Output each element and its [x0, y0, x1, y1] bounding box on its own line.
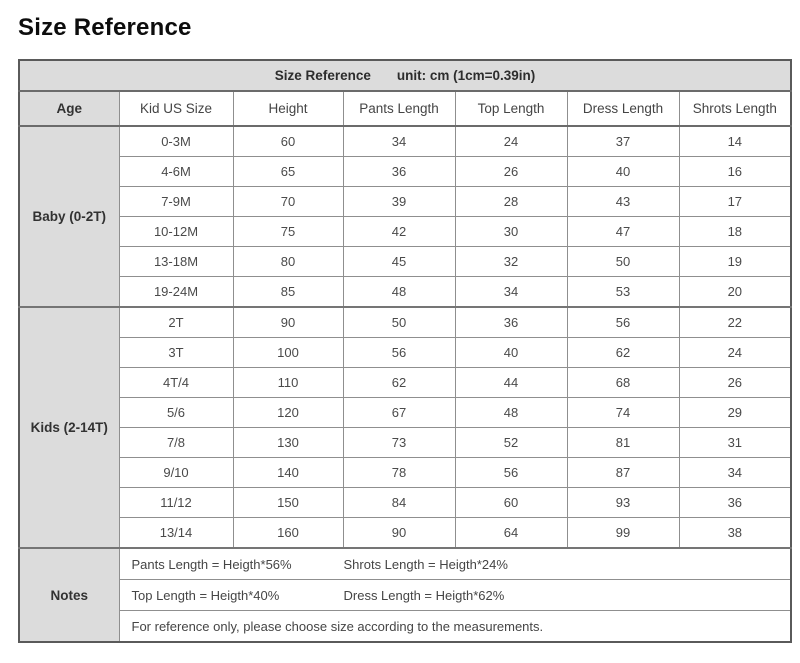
data-cell: 44	[455, 368, 567, 398]
data-cell: 160	[233, 518, 343, 549]
data-cell: 60	[233, 126, 343, 157]
data-cell: 47	[567, 217, 679, 247]
note-pants-formula: Pants Length = Heigth*56%	[131, 556, 292, 572]
size-cell: 9/10	[119, 458, 233, 488]
data-cell: 32	[455, 247, 567, 277]
table-banner-cell	[19, 60, 791, 91]
table-row	[19, 428, 791, 458]
age-group-kids: Kids (2-14T)	[19, 307, 119, 548]
data-cell: 14	[679, 126, 791, 157]
table-row	[19, 368, 791, 398]
column-header-age: Age	[19, 91, 119, 126]
table-row	[19, 217, 791, 247]
banner-unit: unit: cm (1cm=0.39in)	[396, 68, 536, 83]
data-cell: 70	[233, 187, 343, 217]
column-header-pants-length: Pants Length	[343, 91, 455, 126]
data-cell: 60	[455, 488, 567, 518]
data-cell: 34	[343, 126, 455, 157]
table-row	[19, 157, 791, 187]
notes-row	[19, 611, 791, 643]
data-cell: 120	[233, 398, 343, 428]
size-cell: 7-9M	[119, 187, 233, 217]
note-line-2	[119, 580, 791, 611]
table-row	[19, 307, 791, 338]
notes-label: Notes	[19, 548, 119, 642]
data-cell: 90	[233, 307, 343, 338]
age-group-baby: Baby (0-2T)	[19, 126, 119, 307]
note-top-formula: Top Length = Heigth*40%	[131, 587, 280, 603]
data-cell: 34	[679, 458, 791, 488]
data-cell: 37	[567, 126, 679, 157]
data-cell: 34	[455, 277, 567, 308]
data-cell: 67	[343, 398, 455, 428]
data-cell: 42	[343, 217, 455, 247]
table-row	[19, 187, 791, 217]
table-banner-row	[19, 60, 791, 91]
data-cell: 22	[679, 307, 791, 338]
data-cell: 130	[233, 428, 343, 458]
data-cell: 68	[567, 368, 679, 398]
notes-row	[19, 580, 791, 611]
size-cell: 4T/4	[119, 368, 233, 398]
data-cell: 39	[343, 187, 455, 217]
size-cell: 4-6M	[119, 157, 233, 187]
data-cell: 18	[679, 217, 791, 247]
data-cell: 74	[567, 398, 679, 428]
data-cell: 31	[679, 428, 791, 458]
column-header-kid-us-size: Kid US Size	[119, 91, 233, 126]
data-cell: 56	[455, 458, 567, 488]
size-cell: 13/14	[119, 518, 233, 549]
note-line-3: For reference only, please choose size according to the measurements.	[119, 611, 791, 643]
data-cell: 93	[567, 488, 679, 518]
data-cell: 26	[679, 368, 791, 398]
data-cell: 48	[343, 277, 455, 308]
table-row	[19, 458, 791, 488]
column-header-height: Height	[233, 91, 343, 126]
data-cell: 50	[343, 307, 455, 338]
data-cell: 73	[343, 428, 455, 458]
data-cell: 52	[455, 428, 567, 458]
column-header-shrots-length: Shrots Length	[679, 91, 791, 126]
column-header-top-length: Top Length	[455, 91, 567, 126]
size-cell: 19-24M	[119, 277, 233, 308]
data-cell: 43	[567, 187, 679, 217]
data-cell: 30	[455, 217, 567, 247]
data-cell: 150	[233, 488, 343, 518]
data-cell: 24	[455, 126, 567, 157]
data-cell: 81	[567, 428, 679, 458]
table-row	[19, 277, 791, 308]
data-cell: 36	[455, 307, 567, 338]
data-cell: 65	[233, 157, 343, 187]
data-cell: 75	[233, 217, 343, 247]
data-cell: 29	[679, 398, 791, 428]
note-dress-formula: Dress Length = Heigth*62%	[343, 587, 505, 603]
data-cell: 19	[679, 247, 791, 277]
size-cell: 5/6	[119, 398, 233, 428]
data-cell: 16	[679, 157, 791, 187]
data-cell: 36	[343, 157, 455, 187]
size-cell: 2T	[119, 307, 233, 338]
data-cell: 53	[567, 277, 679, 308]
notes-row	[19, 548, 791, 580]
data-cell: 26	[455, 157, 567, 187]
table-row	[19, 518, 791, 549]
note-line-1	[119, 548, 791, 580]
data-cell: 90	[343, 518, 455, 549]
data-cell: 28	[455, 187, 567, 217]
data-cell: 62	[343, 368, 455, 398]
data-cell: 36	[679, 488, 791, 518]
table-row	[19, 247, 791, 277]
size-cell: 10-12M	[119, 217, 233, 247]
data-cell: 64	[455, 518, 567, 549]
note-shrots-formula: Shrots Length = Heigth*24%	[343, 556, 508, 572]
data-cell: 99	[567, 518, 679, 549]
data-cell: 80	[233, 247, 343, 277]
page-title: Size Reference	[18, 14, 192, 41]
data-cell: 20	[679, 277, 791, 308]
data-cell: 56	[567, 307, 679, 338]
banner-title: Size Reference	[274, 68, 371, 83]
data-cell: 50	[567, 247, 679, 277]
column-header-dress-length: Dress Length	[567, 91, 679, 126]
table-row	[19, 338, 791, 368]
data-cell: 78	[343, 458, 455, 488]
data-cell: 84	[343, 488, 455, 518]
column-header-row	[19, 91, 791, 126]
size-cell: 11/12	[119, 488, 233, 518]
data-cell: 56	[343, 338, 455, 368]
data-cell: 140	[233, 458, 343, 488]
data-cell: 24	[679, 338, 791, 368]
size-cell: 7/8	[119, 428, 233, 458]
table-row	[19, 488, 791, 518]
data-cell: 85	[233, 277, 343, 308]
table-row	[19, 126, 791, 157]
data-cell: 45	[343, 247, 455, 277]
data-cell: 110	[233, 368, 343, 398]
data-cell: 48	[455, 398, 567, 428]
data-cell: 62	[567, 338, 679, 368]
size-cell: 3T	[119, 338, 233, 368]
data-cell: 17	[679, 187, 791, 217]
data-cell: 40	[455, 338, 567, 368]
data-cell: 100	[233, 338, 343, 368]
data-cell: 87	[567, 458, 679, 488]
data-cell: 38	[679, 518, 791, 549]
data-cell: 40	[567, 157, 679, 187]
size-cell: 0-3M	[119, 126, 233, 157]
size-cell: 13-18M	[119, 247, 233, 277]
size-reference-table	[18, 59, 792, 643]
table-row	[19, 398, 791, 428]
